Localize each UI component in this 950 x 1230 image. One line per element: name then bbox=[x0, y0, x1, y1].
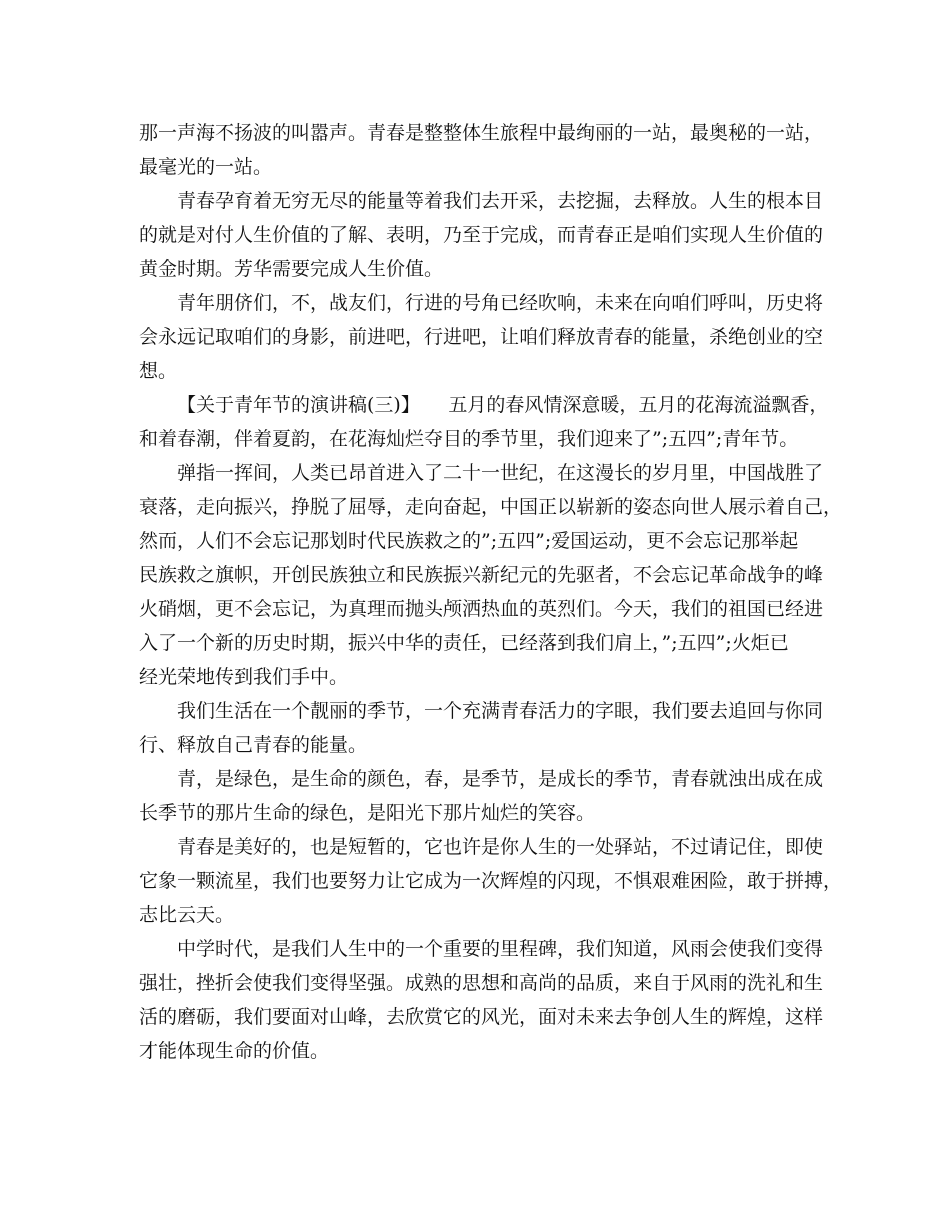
text-line: 黄金时期。芳华需要完成人生价值。 bbox=[139, 258, 444, 280]
paragraph bbox=[139, 388, 829, 456]
text-line: 志比云天。 bbox=[139, 904, 235, 926]
text-line: 的就是对付人生价值的了解、表明，乃至于完成，而青春正是咱们实现人生价值的 bbox=[139, 224, 824, 246]
paragraph bbox=[139, 830, 843, 932]
text-line: 我们生活在一个靓丽的季节，一个充满青春活力的字眼，我们要去追回与你同 bbox=[177, 700, 824, 722]
text-line: 行、释放自己青春的能量。 bbox=[139, 734, 368, 756]
text-line: 和着春潮，伴着夏韵，在花海灿烂夺目的季节里，我们迎来了”;五四”;青年节。 bbox=[139, 428, 799, 450]
text-line: 经光荣地传到我们手中。 bbox=[139, 666, 349, 688]
text-line: 青，是绿色，是生命的颜色，春，是季节，是成长的季节，青春就浊出成在成 bbox=[177, 768, 824, 790]
text-line: 中学时代，是我们人生中的一个重要的里程碑，我们知道，风雨会使我们变得 bbox=[177, 938, 824, 960]
paragraph bbox=[139, 116, 824, 184]
text-line: 青年朋侪们，不，战友们，行进的号角已经吹响，未来在向咱们呼叫，历史将 bbox=[177, 292, 824, 314]
text-line: 才能体现生命的价值。 bbox=[139, 1040, 330, 1062]
text-line: 强壮，挫折会使我们变得坚强。成熟的思想和高尚的品质，来自于风雨的洗礼和生 bbox=[139, 972, 824, 994]
text-line: 长季节的那片生命的绿色，是阳光下那片灿烂的笑容。 bbox=[139, 802, 596, 824]
paragraph bbox=[139, 694, 824, 762]
text-line: 弹指一挥间，人类已昂首进入了二十一世纪，在这漫长的岁月里，中国战胜了 bbox=[177, 462, 824, 484]
paragraph bbox=[139, 184, 824, 286]
text-line: 民族救之旗帜，开创民族独立和民族振兴新纪元的先驱者，不会忘记革命战争的峰 bbox=[139, 564, 824, 586]
paragraph bbox=[139, 286, 824, 388]
text-line: 衰落，走向振兴，挣脱了屈辱，走向奋起，中国正以崭新的姿态向世人展示着自己， bbox=[139, 496, 843, 518]
text-line: 然而，人们不会忘记那划时代民族救之的”;五四”;爱国运动，更不会忘记那举起 bbox=[139, 530, 799, 552]
document-body bbox=[139, 116, 843, 1068]
paragraph bbox=[139, 932, 824, 1068]
text-line: 【关于青年节的演讲稿(三)】 五月的春风情深意暖，五月的花海流溢飘香， bbox=[177, 394, 829, 416]
text-line: 最毫光的一站。 bbox=[139, 156, 273, 178]
text-line: 入了一个新的历史时期，振兴中华的责任，已经落到我们肩上，”;五四”;火炬已 bbox=[139, 632, 789, 654]
text-line: 它象一颗流星，我们也要努力让它成为一次辉煌的闪现，不惧艰难困险，敢于拼搏， bbox=[139, 870, 843, 892]
text-line: 活的磨砺，我们要面对山峰，去欣赏它的风光，面对未来去争创人生的辉煌，这样 bbox=[139, 1006, 824, 1028]
text-line: 会永远记取咱们的身影，前进吧，行进吧，让咱们释放青春的能量，杀绝创业的空 bbox=[139, 326, 824, 348]
text-line: 想。 bbox=[139, 360, 178, 382]
text-line: 青春是美好的，也是短暂的，它也许是你人生的一处驿站，不过请记住，即使 bbox=[177, 836, 824, 858]
paragraph bbox=[139, 456, 843, 694]
text-line: 青春孕育着无穷无尽的能量等着我们去开采，去挖掘，去释放。人生的根本目 bbox=[177, 190, 824, 212]
text-line: 火硝烟，更不会忘记，为真理而抛头颅洒热血的英烈们。今天，我们的祖国已经进 bbox=[139, 598, 824, 620]
text-line: 那一声海不扬波的叫嚣声。青春是整整体生旅程中最绚丽的一站，最奥秘的一站， bbox=[139, 122, 824, 144]
paragraph bbox=[139, 762, 824, 830]
